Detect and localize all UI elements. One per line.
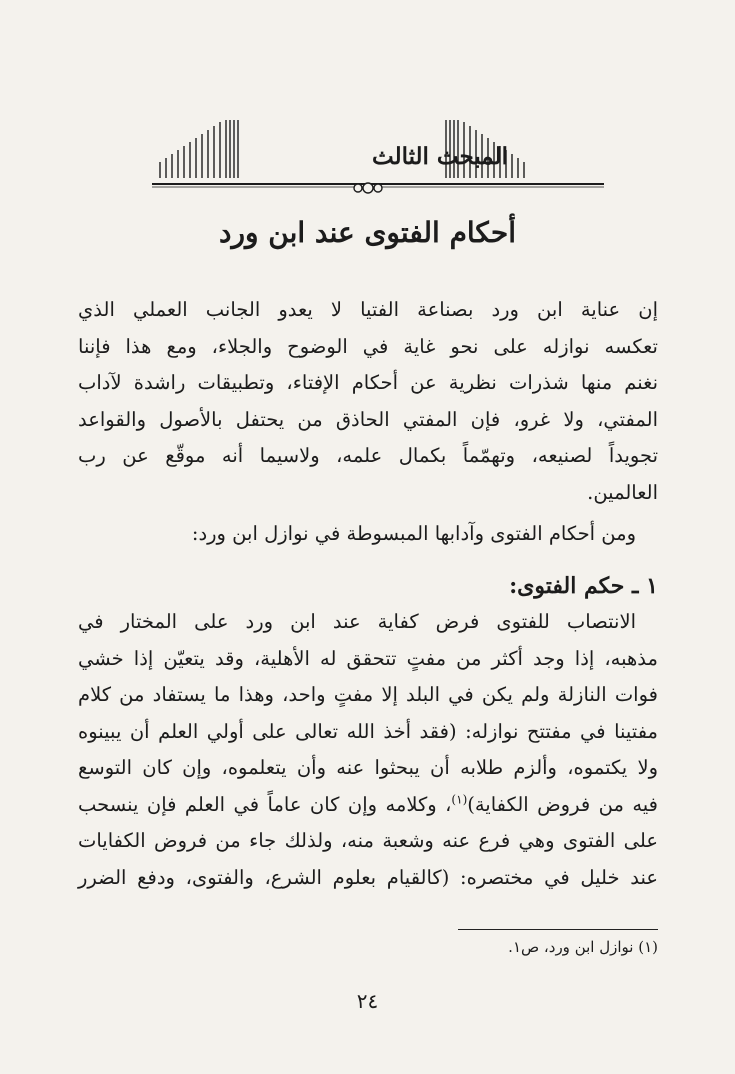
- text-line-with-footnote: [78, 787, 658, 824]
- paragraph-intro: [78, 292, 658, 511]
- text-segment: فيه من فروض الكفاية): [467, 792, 658, 816]
- footnote-marker[interactable]: (١): [451, 792, 468, 806]
- text-line: العالمين.: [587, 480, 658, 504]
- paragraph-ruling: [78, 604, 658, 896]
- subheading-ruling: ١ ـ حكم الفتوى:: [509, 573, 658, 599]
- section-header-ornament: [88, 118, 668, 198]
- text-line: ولا يكتموه، وألزم طلابه أن يبحثوا عنه وأن يتعلموه، وإن كان التوسع: [78, 756, 658, 779]
- text-line: المفتي، ولا غرو، فإن المفتي الحاذق من يحتفل بالأصول والقواعد: [78, 407, 658, 431]
- footnote: (١) نوازل ابن ورد، ص١.: [508, 938, 658, 956]
- text-line: مذهبه، إذا وجد أكثر من مفتٍ تتحقق له الأهلية، وقد يتعيّن إذا خشي: [78, 646, 658, 670]
- text-line: تجويداً لصنيعه، وتهمّماً بكمال علمه، ولاسيما أنه موقّع عن رب: [78, 444, 658, 467]
- text-line: مفتينا في مفتتح نوازله: (فقد أخذ الله تعالى على أولي العلم أن يبينوه: [78, 719, 658, 743]
- text-line: ومن أحكام الفتوى وآدابها المبسوطة في نوازل ابن ورد:: [191, 522, 636, 545]
- text-line: إن عناية ابن ورد بصناعة الفتيا لا يعدو الجانب العملي الذي: [78, 298, 658, 321]
- page-number: ٢٤: [356, 989, 379, 1013]
- footnote-divider: [458, 929, 658, 930]
- paragraph-lead-in: [78, 516, 658, 553]
- text-line: عند خليل في مختصره: (كالقيام بعلوم الشرع، والفتوى، ودفع الضرر: [78, 865, 658, 889]
- text-line: على الفتوى وهي فرع عنه وشعبة منه، ولذلك جاء من فروض الكفايات: [78, 829, 658, 852]
- text-line: نغنم منها شذرات نظرية عن أحكام الإفتاء، وتطبيقات راشدة لآداب: [78, 371, 658, 394]
- text-line: تعكسه نوازله على نحو غاية في الوضوح والجلاء، ومع هذا فإننا: [78, 334, 658, 358]
- text-line: الانتصاب للفتوى فرض كفاية عند ابن ورد على المختار في: [78, 610, 636, 633]
- section-label: المبحث الثالث: [371, 143, 508, 170]
- text-segment: ، وكلامه وإن كان عاماً في العلم فإن ينسحب: [78, 792, 452, 816]
- text-line: فوات النازلة ولم يكن في البلد إلا مفتٍ واحد، وهذا ما يستفاد من كلام: [78, 683, 658, 706]
- chapter-title: أحكام الفتوى عند ابن ورد: [219, 216, 516, 249]
